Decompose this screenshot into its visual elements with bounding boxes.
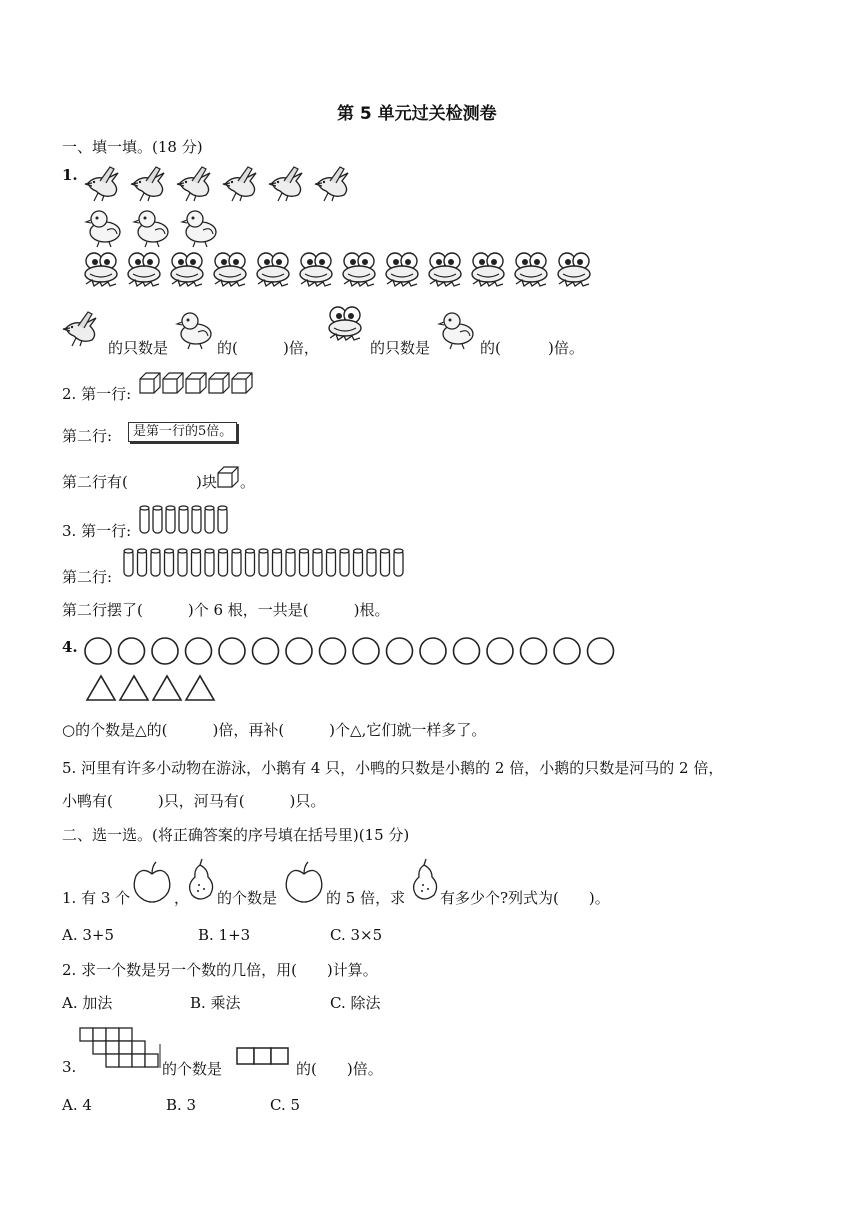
q2-line3c: 。 bbox=[240, 473, 256, 491]
circles-row bbox=[84, 636, 616, 668]
q1-text-4: 的只数是 bbox=[370, 339, 431, 357]
s2-q2-option-c: C. 除法 bbox=[330, 994, 381, 1012]
q2-line1: 2. 第一行: bbox=[62, 385, 132, 403]
q1-text-2: 的( bbox=[217, 339, 238, 357]
s2-q1-text-e: 有多少个?列式为( )。 bbox=[440, 889, 610, 907]
q3-line3: 第二行摆了( )个 6 根，一共是( )根。 bbox=[62, 601, 390, 619]
s2-q1-option-b: B. 1+3 bbox=[198, 926, 251, 944]
s2-q1-text-b: ， bbox=[174, 889, 190, 907]
s2-q2-option-b: B. 乘法 bbox=[190, 994, 241, 1012]
cube-icon bbox=[218, 467, 240, 489]
s2-q1-text-c: 的个数是 bbox=[217, 889, 278, 907]
s2-q3-option-b: B. 3 bbox=[166, 1096, 197, 1114]
s2-q1-text-a: 1. 有 3 个 bbox=[62, 889, 131, 907]
chick-icon bbox=[438, 310, 478, 352]
chick-icon bbox=[176, 310, 216, 352]
q1-number: 1. bbox=[62, 166, 78, 184]
q2-line2: 第二行: bbox=[62, 427, 113, 445]
s2-q2-text: 2. 求一个数是另一个数的几倍，用( )计算。 bbox=[62, 961, 378, 979]
s2-q1-option-c: C. 3×5 bbox=[330, 926, 383, 944]
three-squares bbox=[236, 1047, 292, 1067]
s2-q3-text-c: 的( )倍。 bbox=[296, 1060, 383, 1078]
q2-line3b: )块 bbox=[196, 473, 217, 491]
s2-q2-option-a: A. 加法 bbox=[62, 994, 113, 1012]
q1-text-3: )倍， bbox=[283, 339, 319, 357]
q5-line2: 小鸭有( )只，河马有( )只。 bbox=[62, 792, 326, 810]
q3-line2: 第二行: bbox=[62, 568, 113, 586]
q2-box-label: 是第一行的5倍。 bbox=[128, 422, 237, 442]
page-title: 第 5 单元过关检测卷 bbox=[337, 104, 497, 124]
pear-icon bbox=[410, 859, 442, 903]
chicks-row bbox=[85, 208, 235, 250]
q4-line: ○的个数是△的( )倍，再补( )个△,它们就一样多了。 bbox=[62, 721, 487, 739]
cubes-row bbox=[140, 373, 260, 395]
q3-line1: 3. 第一行: bbox=[62, 522, 132, 540]
apple-icon bbox=[132, 862, 174, 906]
frogs-row bbox=[84, 252, 614, 296]
birds-row bbox=[84, 165, 374, 207]
triangles-row bbox=[86, 673, 218, 703]
q1-text-5: 的( bbox=[480, 339, 501, 357]
apple-icon bbox=[284, 862, 326, 906]
q5-line1: 5. 河里有许多小动物在游泳，小鹅有 4 只，小鸭的只数是小鹅的 2 倍，小鹅的只数是河马的 2 倍， bbox=[62, 759, 724, 777]
bird-icon bbox=[62, 310, 104, 352]
squares-figure bbox=[80, 1028, 165, 1074]
q2-line3a: 第二行有( bbox=[62, 473, 128, 491]
q1-text-6: )倍。 bbox=[548, 339, 584, 357]
s2-q3-text-b: 的个数是 bbox=[162, 1060, 223, 1078]
pear-icon bbox=[186, 859, 218, 903]
q4-number: 4. bbox=[62, 638, 78, 656]
q1-text-1: 的只数是 bbox=[108, 339, 169, 357]
s2-q1-text-d: 的 5 倍，求 bbox=[326, 889, 406, 907]
s2-q3-text-a: 3. bbox=[62, 1058, 77, 1076]
s2-q1-option-a: A. 3+5 bbox=[62, 926, 115, 944]
s2-q3-option-a: A. 4 bbox=[62, 1096, 92, 1114]
section2-heading: 二、选一选。(将正确答案的序号填在括号里)(15 分) bbox=[62, 826, 410, 844]
section1-heading: 一、填一填。(18 分) bbox=[62, 138, 203, 156]
sticks-row-2 bbox=[124, 548, 419, 578]
frog-icon bbox=[328, 306, 366, 346]
s2-q3-option-c: C. 5 bbox=[270, 1096, 301, 1114]
sticks-row-1 bbox=[140, 505, 240, 535]
